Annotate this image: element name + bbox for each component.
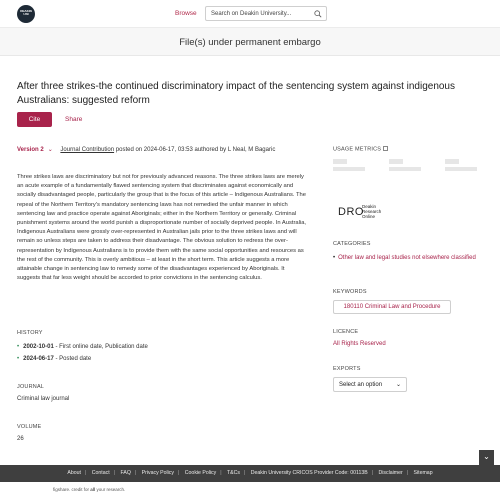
page-title: After three strikes-the continued discriminatory impact of the sentencing system against indigenous Australians: suggested reform [17,81,455,106]
credit-text: . credit for [69,487,91,492]
credit-text-end: your research. [95,487,126,492]
history-text: - First online date, Publication date [53,344,148,350]
bullet-icon: • [17,356,20,362]
footer-separator: | [406,470,409,476]
journal-value: Criminal law journal [17,396,70,402]
figshare-credit[interactable] [53,487,125,492]
record-meta [17,146,275,153]
deakin-logo-icon[interactable]: DEAKIN UNI [17,5,35,23]
abstract-text: Three strikes laws are discriminatory but not for previously advanced reasons. The three strikes laws are merely an acute example of a fundamentally flawed sentencing system that discriminates against economically and socially disadvantaged people, particularly the group that is the focus of this article – Indigenous Australians. The repeal of the Northern Territory's mandatory sentencing laws has not remedied the unfair manner in which sentencing law and practice operate against Aboriginals; either in the Northern Territory or generally. Criminal punishment systems around the world punish a disproportionate number of socially deprived people. In Australia, Indigenous Australians were grossly over-represented in Australian jails prior to the three strikes laws and will remain so unless steps are taken to address their disadvantage. The obvious solution to redress the over-representation by Indigenous Australians is to provide them with the same social opportunities and resources as the rest of the community. This is overly ambitious – at least in the short term. This article suggests a more attainable change in sentencing law to remedy some of the disadvantages experienced by Aboriginals. It suggests that far less weight should be accorded to prior convictions in the sentencing calculus. [17,174,307,282]
journal-label: JOURNAL [17,384,45,390]
share-button[interactable]: Share [65,116,83,123]
metric-skeleton [445,167,477,171]
footer-link-faq[interactable]: FAQ [120,470,131,476]
dro-logo-line: Deakin [362,204,377,209]
volume-value: 26 [17,436,24,442]
dro-logo-text: DRO [338,206,364,218]
scroll-to-top-icon[interactable]: ⌄ [479,450,494,465]
footer-link-about[interactable]: About [67,470,81,476]
history-item [17,344,148,350]
footer-separator: | [243,470,246,476]
chevron-down-icon[interactable]: ⌄ [47,147,53,153]
history-item [17,356,91,362]
posted-text: posted on 2024-06-17, 03:53 authored by L Neal, M Bagaric [115,147,276,153]
version-selector[interactable]: Version 2 [17,147,44,153]
dro-logo[interactable] [338,203,398,223]
top-header [0,0,500,28]
categories-label: CATEGORIES [333,241,371,247]
figshare-logo: figshare [53,487,70,492]
licence-label: LICENCE [333,329,359,335]
exports-label: EXPORTS [333,366,361,372]
history-text: - Posted date [53,356,92,362]
footer-link-disclaimer[interactable]: Disclaimer [378,470,403,476]
search-icon[interactable] [314,10,322,18]
bullet-icon: • [17,344,20,350]
history-date: 2024-06-17 [23,356,54,362]
footer-link-privacy[interactable]: Privacy Policy [141,470,174,476]
cite-button[interactable]: Cite [17,112,52,127]
search-placeholder: Search on Deakin University... [211,11,292,17]
chevron-down-icon: ⌄ [395,382,401,388]
footer-link-contact[interactable]: Contact [91,470,110,476]
keywords-label: KEYWORDS [333,289,367,295]
history-label: HISTORY [17,330,43,336]
history-date: 2002-10-01 [23,344,54,350]
volume-label: VOLUME [17,424,42,430]
footer-link-terms[interactable]: T&Cs [226,470,240,476]
footer-links [0,465,500,482]
bullet-icon: • [333,255,336,261]
metric-skeleton [389,167,421,171]
dro-logo-line: Online [362,214,376,219]
keyword-chip[interactable]: 180110 Criminal Law and Procedure [333,300,451,314]
embargo-banner [0,28,500,56]
footer-separator: | [134,470,137,476]
footer-separator: | [113,470,116,476]
category-text: Other law and legal studies not elsewhere classified [338,255,476,261]
metric-skeleton [333,159,347,164]
footer-link-cookie[interactable]: Cookie Policy [184,470,217,476]
category-link[interactable] [333,254,483,263]
usage-metrics-text: USAGE METRICS [333,146,382,153]
export-select[interactable] [333,377,407,392]
credit-bold: all [90,487,96,492]
footer-separator: | [371,470,374,476]
export-select-value: Select an option [339,381,383,388]
embargo-text: File(s) under permanent embargo [179,37,321,48]
footer-separator: | [177,470,180,476]
usage-metrics-label[interactable] [333,146,388,153]
search-input[interactable] [205,6,327,21]
browse-link[interactable]: Browse [175,10,197,17]
metric-skeleton [333,167,365,171]
external-link-icon [383,146,388,151]
licence-link[interactable]: All Rights Reserved [333,341,386,347]
metric-skeleton [389,159,403,164]
dro-logo-subtext [362,204,381,219]
footer-separator: | [220,470,222,476]
footer-separator: | [84,470,87,476]
item-type-link[interactable]: Journal Contribution [60,147,115,153]
dro-logo-line: Research [362,209,382,214]
footer-link-sitemap[interactable]: Sitemap [413,470,433,476]
footer-cricos[interactable]: Deakin University CRICOS Provider Code: 00113B [250,470,368,476]
metric-skeleton [445,159,459,164]
